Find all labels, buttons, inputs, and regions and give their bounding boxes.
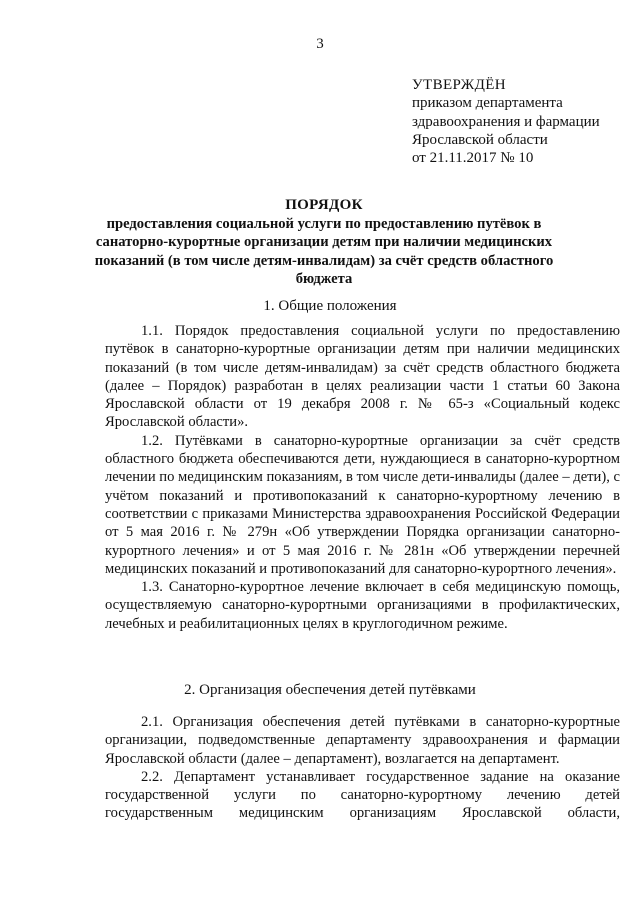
section-body — [105, 322, 620, 633]
paragraph: 2.2. Департамент устанавливает государственное задание на оказание государственной услуги по санаторно-курортному лечению детей государственным медицинским организациям Ярославской области, — [105, 768, 620, 822]
approval-date: от 21.11.2017 № 10 — [412, 150, 534, 167]
approval-line: Ярославской области — [412, 131, 548, 148]
document-title — [90, 196, 558, 288]
paragraph: 2.1. Организация обеспечения детей путёвками в санаторно-курортные организации, подведомственные департаменту здравоохранения и фармации Ярославской области (далее – департамент), возлагается на департамент. — [105, 714, 620, 767]
title-main: ПОРЯДОК — [285, 197, 363, 213]
section-heading: 1. Общие положения — [263, 298, 397, 314]
section-body — [105, 713, 620, 823]
page-number: 3 — [316, 36, 324, 52]
paragraph: 1.1. Порядок предоставления социальной услуги по предоставлению путёвок в санаторно-курортные организации детям при наличии медицинских показаний (в том числе детям-инвалидам) за счёт средств областного бюджета (далее – Порядок) разработан в целях реализации части 1 статьи 60 Закона Ярославской области от 19 декабря 2008 г. № 65-з «Социальный кодекс Ярославской области». — [105, 323, 620, 431]
section-heading: 2. Организация обеспечения детей путёвками — [184, 682, 476, 698]
approval-line: приказом департамента — [412, 95, 563, 112]
approval-line: здравоохранения и фармации — [412, 113, 600, 130]
title-subtitle: предоставления социальной услуги по предоставлению путёвок в санаторно-курортные организации детям при наличии медицинских показаний (в том числе детям-инвалидам) за счёт средств областного бюджета — [94, 216, 554, 287]
paragraph: 1.2. Путёвками в санаторно-курортные организации за счёт средств областного бюджета обеспечиваются дети, нуждающиеся в санаторно-курортном лечении по медицинским показаниям, в том числе дети-инвалиды (далее – дети), с учётом показаний и противопоказаний к санаторно-курортному лечению в соответствии с приказами Министерства здравоохранения Российской Федерации от 5 мая 2016 г. № 279н «Об утверждении Порядка организации санаторно-курортного лечения» и от 5 мая 2016 г. № 281н «Об утверждении перечней медицинских показаний и противопоказаний для санаторно-курортного лечения». — [105, 432, 621, 577]
approval-heading: УТВЕРЖДЁН — [412, 77, 507, 93]
paragraph: 1.3. Санаторно-курортное лечение включает в себя медицинскую помощь, осуществляемую санаторно-курортными организациями в профилактических, лечебных и реабилитационных целях в круглогодичном режиме. — [105, 579, 620, 632]
approval-stamp — [412, 76, 627, 167]
